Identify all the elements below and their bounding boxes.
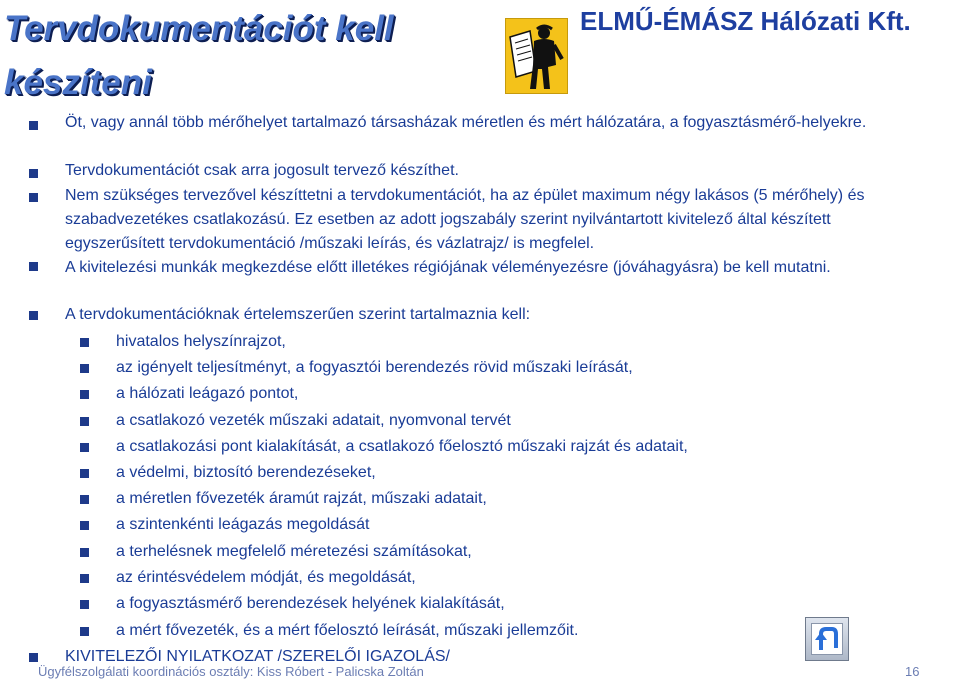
sub-bullet-text: a terhelésnek megfelelő méretezési számításokat, xyxy=(116,543,472,560)
bullet-marker xyxy=(29,311,38,320)
bullet-marker xyxy=(29,262,38,271)
sub-bullet-text: a fogyasztásmérő berendezések helyének kialakítását, xyxy=(116,595,505,612)
sub-bullet-marker xyxy=(80,338,89,347)
sub-bullet-text: a védelmi, biztosító berendezéseket, xyxy=(116,464,376,481)
bullet-text: Nem szükséges tervezővel készíttetni a tervdokumentációt, ha az épület maximum négy lakásos (5 mérőhely) és szabadvezetékes csatlakozású. Ez esetben az adott jogszabály szerint nyilvántartott kivitelező által készített egyszerűsített tervdokumentáció /műszaki leírás, és vázlatrajz/ is megfelel. xyxy=(65,187,865,252)
sub-bullet-marker xyxy=(80,417,89,426)
sub-bullet-text: a csatlakozó vezeték műszaki adatait, nyomvonal tervét xyxy=(116,412,511,429)
bullet-text: A tervdokumentációknak értelemszerűen szerint tartalmaznia kell: xyxy=(65,306,531,323)
surveyor-with-plan-icon xyxy=(506,19,567,93)
sub-bullet-marker xyxy=(80,469,89,478)
sub-bullet-marker xyxy=(80,600,89,609)
sub-bullet-marker xyxy=(80,443,89,452)
sub-bullet-text: a szintenkénti leágazás megoldását xyxy=(116,516,370,533)
bullet-marker xyxy=(29,169,38,178)
sub-bullet-marker xyxy=(80,574,89,583)
footer-text: Ügyfélszolgálati koordinációs osztály: Kiss Róbert - Palicska Zoltán xyxy=(38,664,424,679)
bullet-marker xyxy=(29,121,38,130)
bullet-marker xyxy=(29,193,38,202)
sub-bullet-marker xyxy=(80,627,89,636)
sub-bullet-text: az igényelt teljesítményt, a fogyasztói berendezés rövid műszaki leírását, xyxy=(116,359,633,376)
page-title: Tervdokumentációt kell készíteni xyxy=(4,9,394,102)
sub-bullet-marker xyxy=(80,495,89,504)
sub-bullet-text: a csatlakozási pont kialakítását, a csatlakozó főelosztó műszaki rajzát és adatait, xyxy=(116,438,688,455)
back-button[interactable] xyxy=(805,617,849,661)
sub-bullet-marker xyxy=(80,364,89,373)
brand-name: ELMŰ-ÉMÁSZ Hálózati Kft. xyxy=(580,6,911,36)
sub-bullet-marker xyxy=(80,390,89,399)
sub-bullet-text: az érintésvédelem módját, és megoldását, xyxy=(116,569,416,586)
return-arrow-icon xyxy=(812,624,842,654)
sub-bullet-marker xyxy=(80,548,89,557)
bullet-text: Öt, vagy annál több mérőhelyet tartalmazó társasházak méretlen és mért hálózatára, a fogyasztásmérő-helyekre. xyxy=(65,114,867,131)
sub-bullet-text: a mért fővezeték, és a mért főelosztó leírását, műszaki jellemzőit. xyxy=(116,622,579,639)
sub-bullet-text: a hálózati leágazó pontot, xyxy=(116,385,299,402)
page-number: 16 xyxy=(905,664,920,679)
sub-bullet-marker xyxy=(80,521,89,530)
bullet-text: KIVITELEZŐI NYILATKOZAT /SZERELŐI IGAZOLÁS/ xyxy=(65,648,450,665)
bullet-marker xyxy=(29,653,38,662)
logo-image xyxy=(505,18,568,94)
sub-bullet-text: hivatalos helyszínrajzot, xyxy=(116,333,286,350)
sub-bullet-text: a méretlen fővezeték áramút rajzát, műszaki adatait, xyxy=(116,490,487,507)
bullet-text: Tervdokumentációt csak arra jogosult tervező készíthet. xyxy=(65,162,459,179)
bullet-text: A kivitelezési munkák megkezdése előtt illetékes régiójának véleményezésre (jóváhagyásra) be kell mutatni. xyxy=(65,259,831,276)
